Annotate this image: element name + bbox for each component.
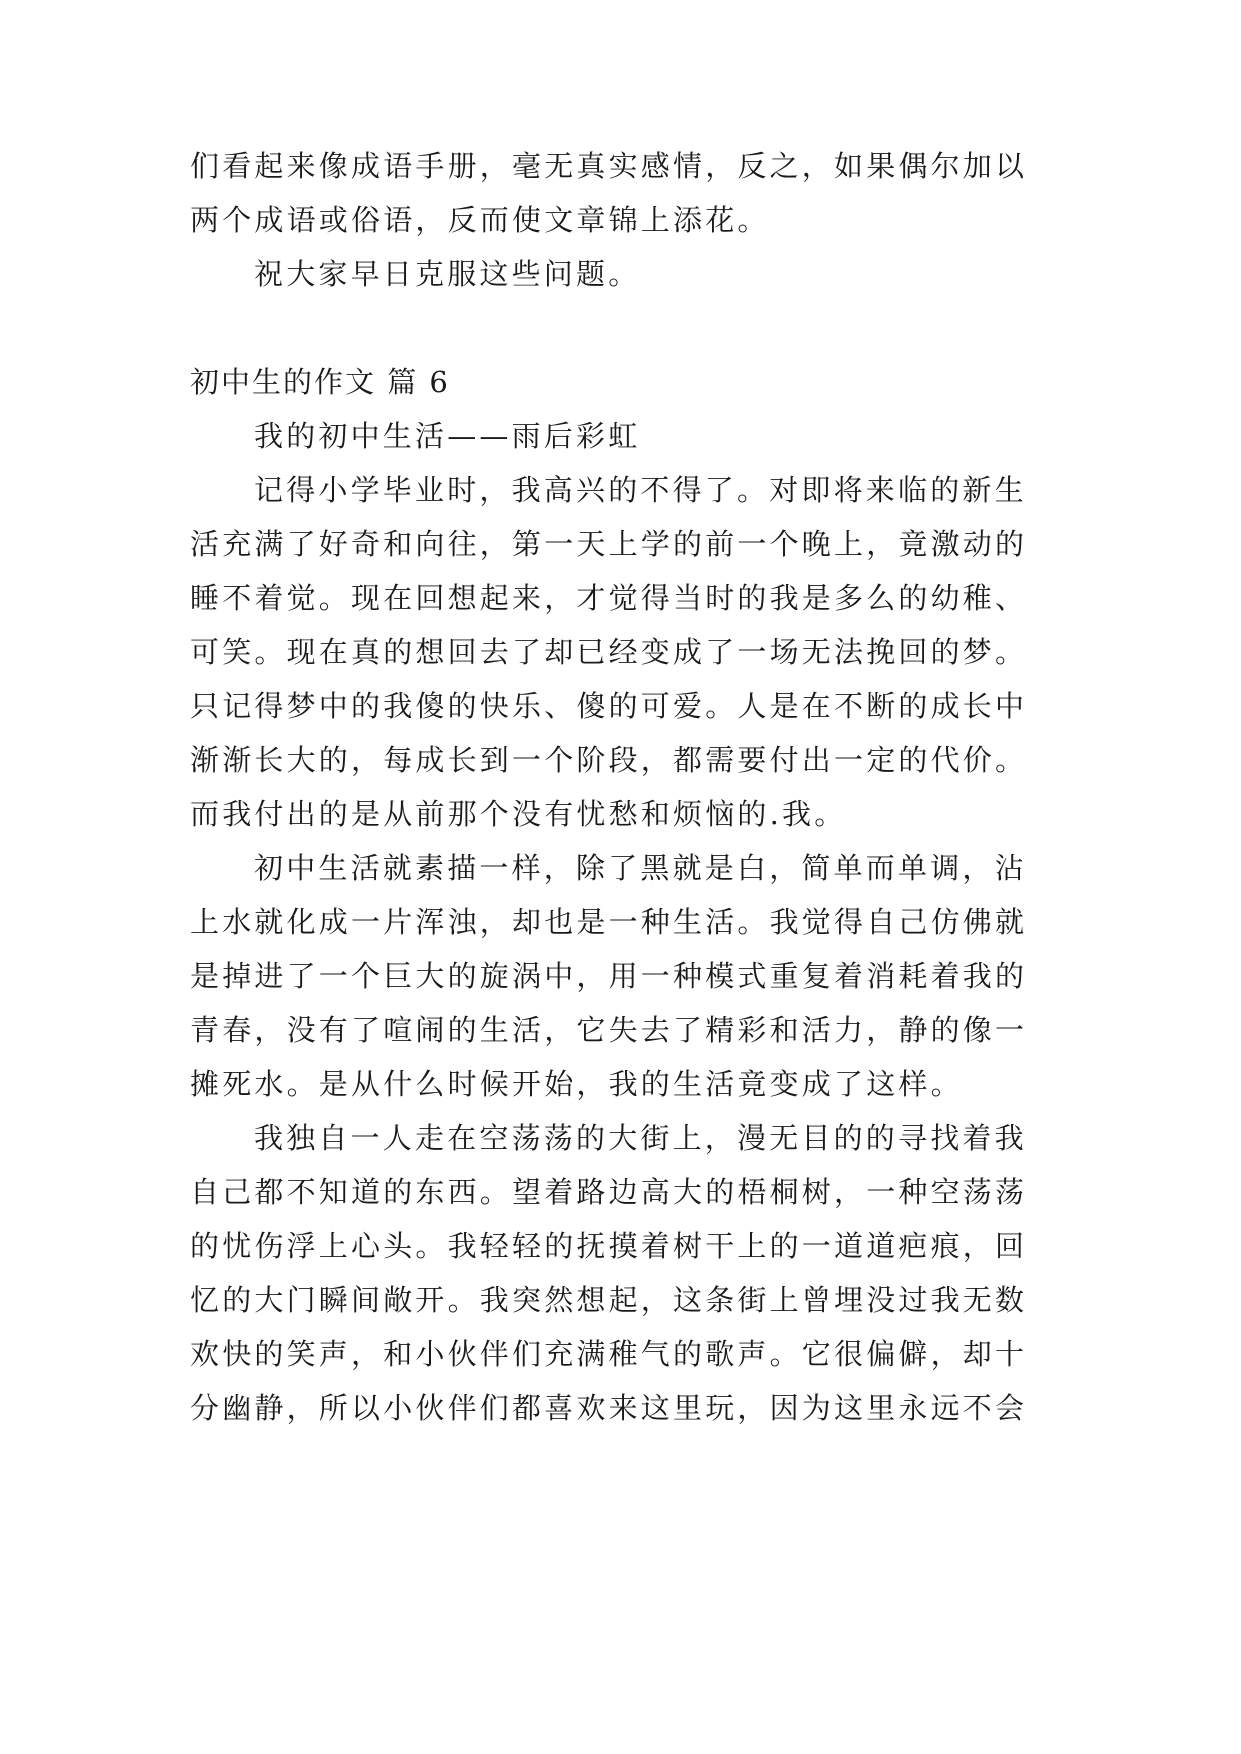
text-line: 只记得梦中的我傻的快乐、傻的可爱。人是在不断的成长中 [190,689,1028,723]
text-line: 祝大家早日克服这些问题。 [254,257,641,291]
text-line: 渐渐长大的，每成长到一个阶段，都需要付出一定的代价。 [190,743,1028,777]
text-line: 青春，没有了喧闹的生活，它失去了精彩和活力，静的像一 [190,1013,1028,1047]
text-line: 初中生活就素描一样，除了黑就是白，简单而单调，沾 [254,851,1027,885]
text-line: 的忧伤浮上心头。我轻轻的抚摸着树干上的一道道疤痕，回 [190,1229,1028,1263]
text-line: 分幽静，所以小伙伴们都喜欢来这里玩，因为这里永远不会 [190,1391,1028,1425]
text-line: 们看起来像成语手册，毫无真实感情，反之，如果偶尔加以 [190,149,1028,183]
text-line: 睡不着觉。现在回想起来，才觉得当时的我是多么的幼稚、 [190,581,1028,615]
text-line: 可笑。现在真的想回去了却已经变成了一场无法挽回的梦。 [190,635,1028,669]
text-line: 摊死水。是从什么时候开始，我的生活竟变成了这样。 [190,1067,963,1101]
text-line: 是掉进了一个巨大的旋涡中，用一种模式重复着消耗着我的 [190,959,1028,993]
text-line: 上水就化成一片浑浊，却也是一种生活。我觉得自己仿佛就 [190,905,1028,939]
text-line: 自己都不知道的东西。望着路边高大的梧桐树，一种空荡荡 [190,1175,1028,1209]
text-line: 记得小学毕业时，我高兴的不得了。对即将来临的新生 [254,473,1027,507]
essay-title: 我的初中生活——雨后彩虹 [254,419,641,453]
text-line: 我独自一人走在空荡荡的大街上，漫无目的的寻找着我 [254,1121,1027,1155]
text-line: 两个成语或俗语，反而使文章锦上添花。 [190,203,770,237]
text-line: 忆的大门瞬间敞开。我突然想起，这条街上曾埋没过我无数 [190,1283,1028,1317]
text-line: 欢快的笑声，和小伙伴们充满稚气的歌声。它很偏僻，却十 [190,1337,1028,1371]
section-heading: 初中生的作文 篇 6 [190,365,450,399]
text-line: 活充满了好奇和向往，第一天上学的前一个晚上，竟激动的 [190,527,1028,561]
text-line: 而我付出的是从前那个没有忧愁和烦恼的.我。 [190,797,847,831]
